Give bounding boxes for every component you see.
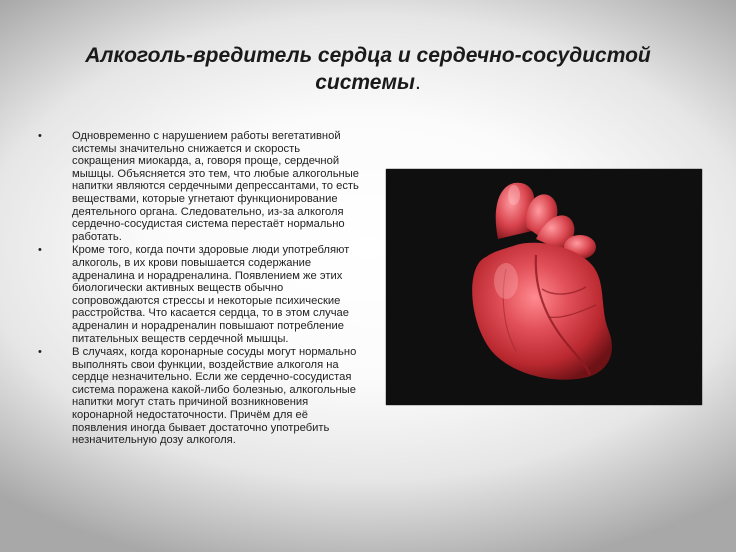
- bullet-text: В случаях, когда коронарные сосуды могут нормально выполнять свои функции, воздействие алкоголя на сердце незначительно. Если же сердечно-сосудистая система поражена какой-либо болезнью, алкогольные напитки могут стать причиной возникновения коронарной недостаточности. Причём для её появления иногда бывает достаточно употребить незначительную дозу алкоголя.: [72, 346, 357, 447]
- heart-highlight: [494, 263, 518, 299]
- slide-title-text: Алкоголь-вредитель сердца и сердечно-сосудистой системы: [85, 44, 651, 94]
- heart-photo: [386, 169, 702, 405]
- bullet-text: Кроме того, когда почти здоровые люди употребляют алкоголь, в их крови повышается содержание адреналина и норадреналина. Появлением же этих биологически активных веществ обычно сопровождаются стрессы и некоторые психические расстройства. Что касается сердца, то в этом случае адреналин и норадреналин повышают потребление питательных веществ сердечной мышцы.: [72, 244, 350, 345]
- vessel-highlight: [508, 185, 520, 205]
- bullet-list: [36, 130, 364, 448]
- bullet-item: [36, 130, 364, 243]
- bullet-icon: •: [38, 244, 42, 257]
- slide-title: [60, 42, 676, 96]
- bullet-item: [36, 346, 364, 447]
- bullet-text: Одновременно с нарушением работы вегетативной системы значительно снижается и скорость сокращения миокарда, а, говоря проще, сердечной мышцы. Объясняется это тем, что любые алкогольные напитки являются сердечными депрессантами, то есть веществами, которые угнетают функционирование деятельного органа. Следовательно, из-за алкоголя сердечно-сосудистая система перестаёт нормально работать.: [72, 130, 359, 243]
- bullet-item: [36, 244, 364, 345]
- bullet-icon: •: [38, 346, 42, 359]
- bullet-icon: •: [38, 130, 42, 142]
- heart-illustration: [386, 169, 702, 405]
- slide-title-punct: .: [414, 71, 421, 94]
